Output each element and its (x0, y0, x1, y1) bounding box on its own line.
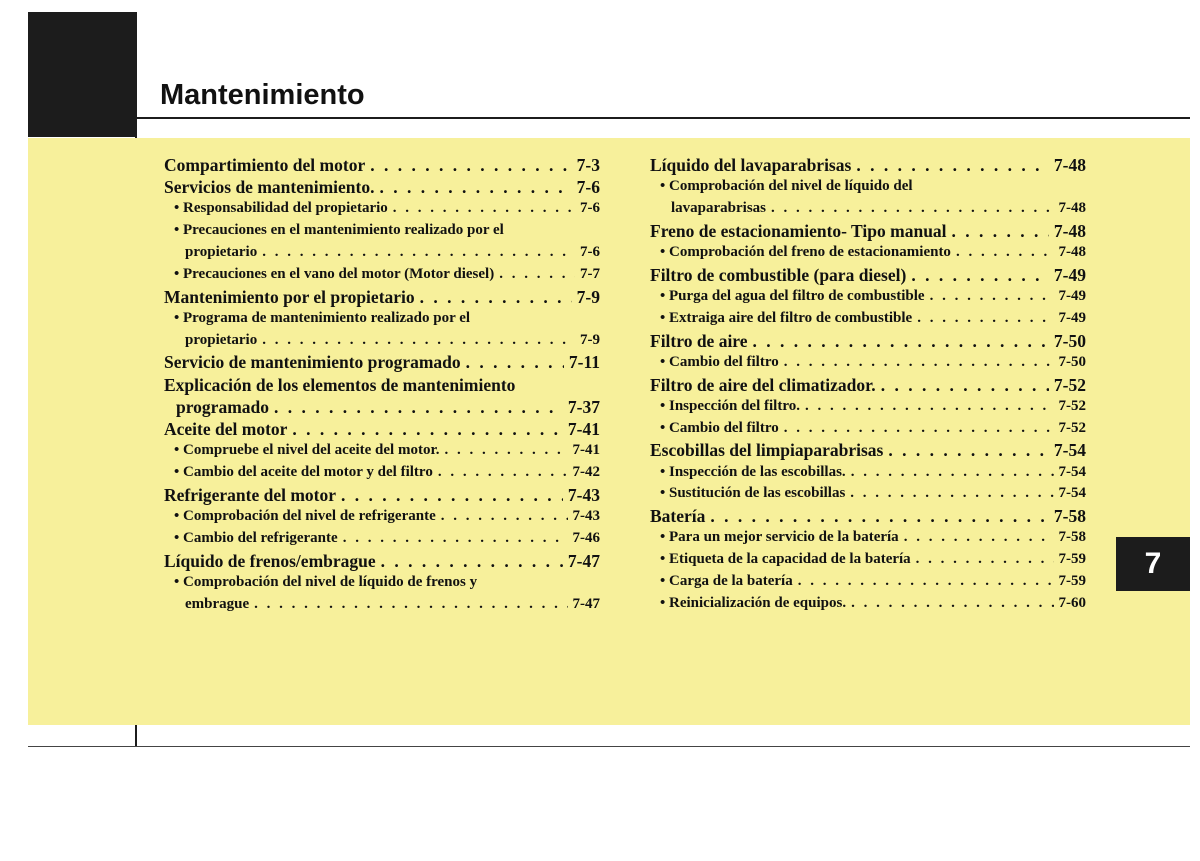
dot-leader (881, 374, 1049, 396)
dot-leader (341, 484, 563, 506)
toc-page-number: 7-48 (1053, 220, 1086, 241)
dot-leader (888, 439, 1049, 461)
toc-entry-title-line: Explicación de los elementos de mantenimiento (164, 374, 516, 395)
toc-subentry[interactable] (164, 572, 600, 616)
toc-entry-title: Filtro de aire del climatizador. (650, 374, 876, 395)
toc-entry[interactable] (164, 418, 600, 440)
toc-entry-title-line: • Comprobación del nivel de líquido del (660, 178, 913, 195)
toc-page-number: 7-3 (576, 155, 600, 175)
dot-leader (499, 264, 575, 286)
toc-page-number: 7-49 (1058, 288, 1086, 304)
toc-entry[interactable] (164, 154, 600, 176)
dot-leader (904, 527, 1054, 549)
footer-rule (28, 746, 1190, 747)
toc-page-number: 7-9 (580, 331, 600, 348)
toc-entry-title: • Cambio del aceite del motor y del filtro (174, 464, 433, 480)
dot-leader (798, 571, 1054, 593)
toc-entry-title: Filtro de combustible (para diesel) (650, 264, 907, 285)
toc-page-number: 7-41 (567, 419, 600, 439)
toc-subentry[interactable] (650, 462, 1086, 484)
toc-subentry[interactable] (650, 242, 1086, 264)
toc-page-number: 7-52 (1053, 374, 1086, 395)
toc-page-number: 7-6 (576, 177, 600, 198)
toc-page-number: 7-60 (1058, 594, 1086, 611)
toc-page-number: 7-6 (580, 200, 600, 217)
dot-leader (420, 286, 572, 308)
toc-page-number: 7-59 (1058, 551, 1086, 568)
toc-page-number: 7-43 (572, 508, 600, 524)
toc-entry-title: • Reinicialización de equipos. (660, 594, 847, 611)
dot-leader (379, 176, 571, 198)
toc-entry[interactable] (164, 351, 600, 373)
dot-leader (274, 396, 563, 418)
toc-page-number: 7-47 (572, 595, 600, 612)
toc-entry[interactable] (650, 264, 1086, 286)
dot-leader (444, 440, 567, 462)
toc-entry-title: Líquido del lavaparabrisas (650, 155, 852, 175)
toc-subentry[interactable] (650, 418, 1086, 440)
toc-entry-title-line: • Programa de mantenimiento realizado por el (174, 309, 471, 326)
dot-leader (381, 550, 563, 572)
toc-entry-title: • Inspección de las escobillas. (660, 463, 846, 480)
toc-page-number: 7-54 (1053, 440, 1086, 461)
toc-entry-title: embrague (185, 595, 250, 612)
toc-entry-title: propietario (185, 244, 258, 260)
toc-entry-title: propietario (185, 331, 258, 348)
dot-leader (851, 593, 1053, 615)
toc-page-number: 7-52 (1058, 419, 1086, 436)
toc-entry-title-line: • Comprobación del nivel de líquido de frenos y (174, 573, 478, 590)
toc-entry[interactable] (650, 439, 1086, 461)
dot-leader (466, 351, 564, 373)
toc-page-number: 7-42 (572, 464, 600, 480)
dot-leader (771, 198, 1053, 220)
toc-page-number: 7-46 (572, 529, 600, 546)
dot-leader (952, 220, 1049, 242)
toc-entry-title-line: • Precauciones en el mantenimiento realizado por el (174, 222, 504, 239)
dot-leader (916, 549, 1054, 571)
toc-entry-title: • Compruebe el nivel del aceite del motor. (174, 442, 440, 459)
toc-entry[interactable] (164, 176, 600, 198)
dot-leader (784, 418, 1054, 440)
toc-page-number: 7-37 (567, 396, 600, 417)
dot-leader (753, 330, 1049, 352)
toc-page-number: 7-11 (568, 352, 600, 373)
toc-entry-title: • Etiqueta de la capacidad de la batería (660, 551, 911, 568)
toc-entry[interactable] (164, 374, 600, 418)
toc-entry-title: • Sustitución de las escobillas (660, 485, 846, 502)
dot-leader (911, 264, 1049, 286)
toc-entry-title: programado (176, 396, 270, 417)
dot-leader (710, 505, 1049, 527)
toc-entry-title: Refrigerante del motor (164, 484, 337, 505)
toc-entry[interactable] (650, 154, 1086, 176)
toc-page-number: 7-47 (567, 550, 600, 571)
toc-entry-title: • Comprobación del nivel de refrigerante (174, 508, 436, 524)
toc-page-number: 7-48 (1058, 200, 1086, 216)
toc-entry-title: • Extraiga aire del filtro de combustible (660, 309, 913, 326)
toc-subentry[interactable] (164, 198, 600, 220)
toc-entry[interactable] (650, 374, 1086, 396)
toc-page-number: 7-50 (1058, 353, 1086, 370)
dot-leader (343, 528, 568, 550)
dot-leader (254, 594, 567, 616)
toc-subentry[interactable] (164, 440, 600, 462)
toc-subentry[interactable] (650, 396, 1086, 418)
toc-subentry[interactable] (650, 593, 1086, 615)
toc-entry-title: Compartimiento del motor (164, 155, 366, 175)
toc-subentry[interactable] (164, 528, 600, 550)
toc-entry[interactable] (650, 220, 1086, 242)
toc-entry-title: Escobillas del limpiaparabrisas (650, 440, 884, 461)
toc-page-number: 7-50 (1053, 330, 1086, 351)
dot-leader (956, 242, 1054, 264)
toc-column-left (164, 154, 600, 615)
toc-page-number: 7-54 (1058, 485, 1086, 502)
toc-entry-title: Aceite del motor (164, 419, 288, 439)
toc-subentry[interactable] (650, 527, 1086, 549)
dot-leader (262, 242, 575, 264)
dot-leader (850, 483, 1053, 505)
toc-entry-title: • Cambio del filtro (660, 419, 779, 436)
toc-page-number: 7-9 (576, 286, 600, 307)
toc-subentry[interactable] (164, 308, 600, 352)
toc-subentry[interactable] (650, 286, 1086, 308)
dot-leader (441, 506, 568, 528)
toc-entry-title: Mantenimiento por el propietario (164, 286, 415, 307)
toc-entry-title: Servicio de mantenimiento programado (164, 352, 461, 373)
toc-page-number: 7-6 (580, 244, 600, 260)
toc-subentry[interactable] (164, 220, 600, 264)
toc-entry[interactable] (164, 484, 600, 506)
toc-subentry[interactable] (164, 506, 600, 528)
dot-leader (292, 418, 563, 440)
toc-page-number: 7-58 (1053, 506, 1086, 527)
toc-page-number: 7-59 (1058, 572, 1086, 589)
dot-leader (370, 154, 571, 176)
toc-entry[interactable] (164, 286, 600, 308)
dot-leader (262, 330, 575, 352)
page-title: Mantenimiento (160, 79, 365, 111)
toc-subentry[interactable] (650, 176, 1086, 220)
toc-column-right (650, 154, 1086, 615)
dot-leader (393, 198, 575, 220)
dot-leader (784, 352, 1054, 374)
toc-page-number: 7-48 (1053, 155, 1086, 175)
dot-leader (851, 462, 1054, 484)
toc-page-number: 7-54 (1058, 463, 1086, 480)
toc-subentry[interactable] (164, 462, 600, 484)
toc-entry[interactable] (650, 330, 1086, 352)
toc-page-number: 7-7 (580, 265, 600, 282)
toc-page-number: 7-49 (1058, 309, 1086, 326)
toc-entry-title: Líquido de frenos/embrague (164, 550, 376, 571)
toc-entry-title: • Carga de la batería (660, 572, 793, 589)
chapter-tab[interactable]: 7 (1116, 537, 1190, 591)
toc-subentry[interactable] (650, 571, 1086, 593)
toc-entry-title: • Inspección del filtro. (660, 397, 800, 414)
toc-entry-title: • Responsabilidad del propietario (174, 200, 388, 217)
toc-entry-title: • Precauciones en el vano del motor (Motor diesel) (174, 265, 495, 282)
dot-leader (805, 396, 1054, 418)
toc-subentry[interactable] (650, 483, 1086, 505)
dot-leader (856, 154, 1049, 176)
dot-leader (438, 462, 568, 484)
toc-entry-title: Filtro de aire (650, 330, 748, 351)
toc-subentry[interactable] (650, 549, 1086, 571)
toc-page-number: 7-41 (572, 442, 600, 459)
dot-leader (930, 286, 1054, 308)
toc-subentry[interactable] (650, 308, 1086, 330)
toc-page-number: 7-58 (1058, 529, 1086, 546)
toc-entry-title: • Purga del agua del filtro de combustible (660, 288, 925, 304)
toc-entry-title: • Cambio del filtro (660, 353, 779, 370)
toc-page-number: 7-43 (567, 484, 600, 505)
toc-entry-title: • Comprobación del freno de estacionamiento (660, 244, 951, 260)
header-black-block (28, 12, 136, 137)
toc-page-number: 7-48 (1058, 244, 1086, 260)
toc-entry-title: lavaparabrisas (671, 200, 767, 216)
toc-entry-title: Servicios de mantenimiento. (164, 177, 375, 198)
toc-subentry[interactable] (164, 264, 600, 286)
toc-entry[interactable] (164, 550, 600, 572)
toc-page-number: 7-52 (1058, 397, 1086, 414)
toc-entry-title: • Para un mejor servicio de la batería (660, 529, 899, 546)
toc-entry-title: Freno de estacionamiento- Tipo manual (650, 220, 947, 241)
title-underline (136, 117, 1190, 119)
dot-leader (917, 308, 1053, 330)
toc-subentry[interactable] (650, 352, 1086, 374)
toc-page-number: 7-49 (1053, 264, 1086, 285)
toc-entry[interactable] (650, 505, 1086, 527)
toc-entry-title: Batería (650, 506, 706, 527)
toc-entry-title: • Cambio del refrigerante (174, 529, 338, 546)
